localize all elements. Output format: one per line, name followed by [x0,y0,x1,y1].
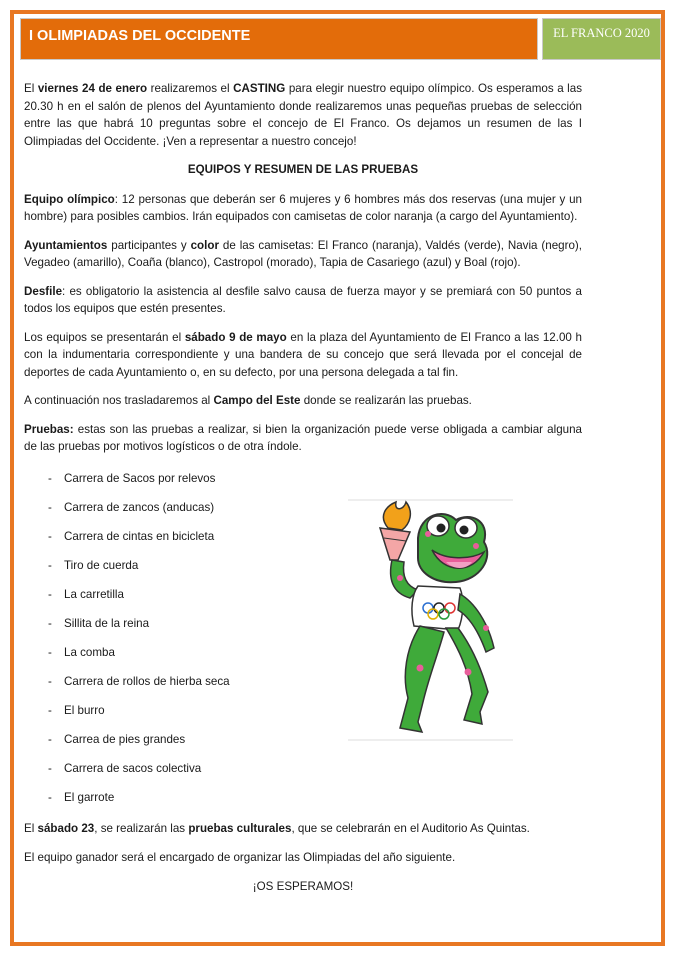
list-item: - Sillita de la reina [48,617,150,630]
traslado-paragraph: A continuación nos trasladaremos al Campo del Este donde se realizarán las pruebas. [24,394,472,407]
desfile-paragraph: Desfile: es obligatorio la asistencia al desfile salvo causa de fuerza mayor y se premiará con 50 puntos a todos los equipos que estén presentes. [24,284,582,315]
culturales-paragraph: El sábado 23, se realizarán las pruebas culturales, que se celebrarán en el Auditorio As Quintas. [24,822,530,835]
year-badge: EL FRANCO 2020 [542,18,661,60]
list-item: - Tiro de cuerda [48,559,139,572]
page-title: I OLIMPIADAS DEL OCCIDENTE [20,18,538,60]
frog-mascot-illustration [348,498,513,742]
pruebas-intro-paragraph: Pruebas: estas son las pruebas a realizar, si bien la organización puede verse obligada a cambiar alguna de las pruebas por motivos logísticos o de otra índole. [24,422,582,453]
list-item: - Carrera de rollos de hierba seca [48,675,230,688]
list-item: - Carrera de Sacos por relevos [48,472,216,485]
list-item: - Carrea de pies grandes [48,733,186,746]
equipo-paragraph: Equipo olímpico: 12 personas que deberán ser 6 mujeres y 6 hombres más dos reservas (una mujer y un hombre) para posibles cambios. Irán equipados con camisetas de color naranja (a cargo del Ayuntamiento). [24,192,582,223]
list-item: - El garrote [48,791,115,804]
list-item: - Carrera de sacos colectiva [48,762,202,775]
list-item: - Carrera de cintas en bicicleta [48,530,215,543]
presentacion-paragraph: Los equipos se presentarán el sábado 9 de mayo en la plaza del Ayuntamiento de El Franco a las 12.00 h con la indumentaria correspondiente y una bandera de su concejo que será llevada por el concejal de deportes de cada Ayuntamiento o, en su defecto, por una persona delegada a tal fin. [24,330,582,379]
body-content [24,80,582,467]
section-title: EQUIPOS Y RESUMEN DE LAS PRUEBAS [187,163,419,176]
list-item: - Carrera de zancos (anducas) [48,501,215,514]
closing-section [24,820,582,878]
list-item: - La carretilla [48,588,124,601]
list-item: - El burro [48,704,105,717]
intro-paragraph: El viernes 24 de enero realizaremos el CASTING para elegir nuestro equipo olímpico. Os esperamos a las 20.30 h en el salón de plenos del Ayuntamiento donde realizaremos unas pequeñas pruebas de selección entre las que habrá 10 preguntas sobre el concejo de El Franco. Os dejamos un resumen de las I Olimpiadas del Occidente. ¡Ven a representar a nuestro concejo! [24,82,583,148]
ganador-paragraph: El equipo ganador será el encargado de organizar las Olimpiadas del año siguiente. [24,851,456,864]
header [20,18,663,60]
ayuntamientos-paragraph: Ayuntamientos participantes y color de las camisetas: El Franco (naranja), Valdés (verde), Navia (negro), Vegadeo (amarillo), Coaña (blanco), Castropol (morado), Tapia de Casariego (azul) y Boal (rojo). [24,238,582,269]
pruebas-list [24,470,230,818]
list-item: - La comba [48,646,115,659]
closing-slogan: ¡OS ESPERAMOS! [252,880,354,893]
